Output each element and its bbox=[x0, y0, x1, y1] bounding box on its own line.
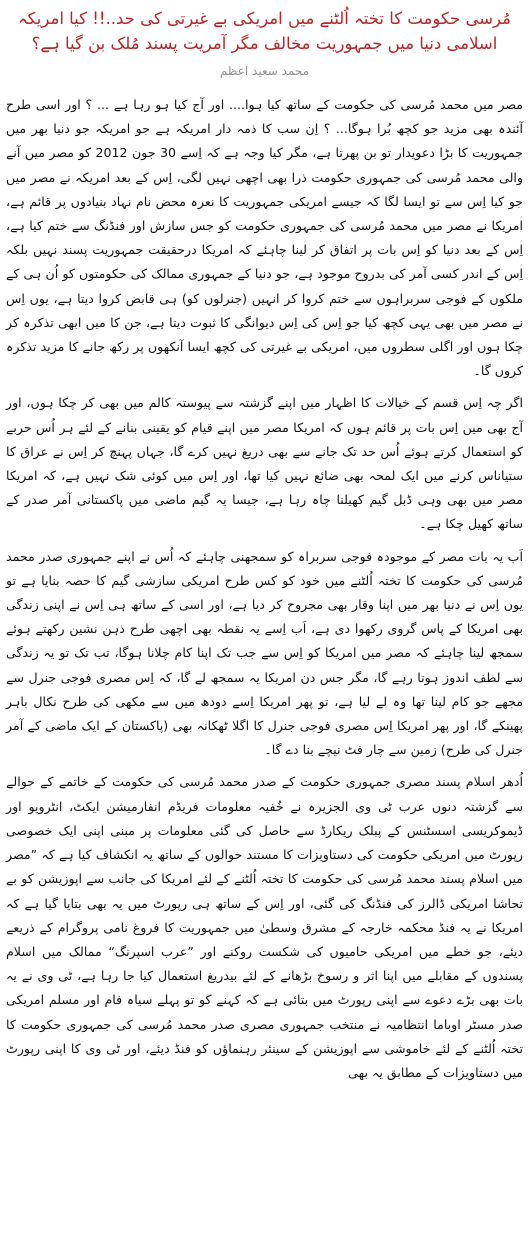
article-paragraph: اُدھر اسلام پسند مصری جمہوری حکومت کے صدر محمد مُرسی کی حکومت کے خاتمے کے حوالے سے گزشتہ دنوں عرب ٹی وی الجزیرہ نے خُفیہ معلومات فریڈم انفارمیشن ایکٹ، انٹرویو اور ڈیموکریسی اسسٹنس کے پبلک ریکارڈ سے حاصل کی گئی معلومات پر مبنی اپنی ایک خصوصی رپورٹ میں امریکی حکومت کی دستاویزات کا مستند حوالوں کے ساتھ یہ انکشاف کیا ہے کہ ”مصر میں اسلام پسند محمد مُرسی کی حکومت کا تختہ اُلٹنے کے لئے امریکا کی جانب سے اپوزیشن کو بے تحاشا امریکی ڈالرز کی فنڈنگ کی گئی، اور اِس کے ساتھ ہی رپورٹ میں یہ بھی بتایا گیا ہے کہ امریکا نے یہ فنڈ محکمہ خارجہ کے مشرق وسطیٰ میں جمہوریت کا فروغ نامی پروگرام کے ذریعے دیئے، جو خطے میں امریکی حامیوں کی شکست روکنے اور ”عرب اسپرنگ“ ممالک میں اسلام پسندوں کے مقابلے میں اپنا اثر و رسوخ بڑھانے کے لئے بیدریغ استعمال کیا جا رہا ہے، ٹی وی نے یہ بات بھی بڑے دعوے سے اپنی رپورٹ میں بتائی ہے کہ کہنے کو تو پہلے سیاہ فام اور مسلم امریکی صدر مسٹر اوباما انتظامیہ نے منتخب جمہوری مصری صدر محمد مُرسی کی جمہوری حکومت کا تختہ اُلٹنے کے لئے خاموشی سے اپوزیشن کے سینئر رہنماؤں کو فنڈ دیئے، اور ٹی وی کا اپنی رپورٹ میں دستاویزات کے مطابق یہ بھی bbox=[6, 774, 523, 1080]
article-author: محمد سعید اعظم bbox=[219, 64, 310, 78]
article-paragraph: اگر چہ اِس قسم کے خیالات کا اظہار میں اپنے گزشتہ سے پیوستہ کالم میں بھی کر چکا ہوں، اور آج بھی میں اِس بات پر قائم ہوں کہ امریکا مصر میں اپنے قیام کو یقینی بنانے کے لئے ہر اُس حربے کو استعمال کرتے ہوئے اُس حد تک جانے سے بھی دریغ نہیں کرے گا، جہاں پہنچ کر اِس نے عراق کا ستیاناس کرنے میں ایک لمحہ بھی ضائع نہیں کیا تھا، اور اِس میں کوئی شک نہیں ہے، کہ امریکا مصر میں بھی وہی ڈبل گیم کھیلنا چاہ رہا ہے، جیسا یہ گیم ماضی میں پاکستانی آمر صدر کے ساتھ کھیل چکا ہے۔ bbox=[6, 395, 523, 532]
article-body bbox=[6, 93, 523, 1093]
article-title: مُرسی حکومت کا تختہ اُلٹنے میں امریکی بے غیرتی کی حد..!! کیا امریکہ اسلامی دنیا میں جمہوریت مخالف مگر آمریت پسند مُلک بن گیا ہے؟ bbox=[18, 9, 511, 53]
article-paragraph: مصر میں محمد مُرسی کی حکومت کے ساتھ کیا ہوا.... اور آج کیا ہو رہا ہے ... ؟ اور اسی طرح آئندہ بھی مزید جو کچھ بُرا ہوگا... ؟ اِن سب کا ذمہ دار امریکہ ہے جو امریکہ جو دنیا بھر میں جمہوریت کا بڑا دعویدار تو بن پھرتا ہے، مگر کیا وجہ ہے کہ اِسے 30 جون 2012 کو مصر میں آنے والی محمد مُرسی کی جمہوری حکومت ذرا بھی اچھی نہیں لگی، اِس کے بعد امریکہ نے مصر میں جو کیا اِس سے تو ایسا لگا کہ جیسے امریکی جمہوریت کا نعرہ محض نام نہاد بنیادوں پر قائم ہے، امریکا نے مصر میں محمد مُرسی کی جمہوری حکومت کو جس سازش اور فنڈنگ سے ختم کیا ہے، اِس کے بعد دنیا کو اِس بات پر اتفاق کر لینا چاہئے کہ امریکا درحقیقت جمہوریت پسند نہیں بلکہ اِس کے اندر کسی آمر کی بدروح موجود ہے، جو دنیا کے جمہوری ممالک کی حکومتوں کو اُن ہی کے ملکوں کے فوجی سربراہوں سے ختم کروا کر انہیں (جنرلوں کو) ہی قابض کروا دیتا ہے، یوں اِس نے مصر میں بھی یہی کچھ کیا جو اِس کی اِس دیوانگی کا ثبوت دیتا ہے، جن کا میں ابھی تذکرہ کر چکا ہوں اور اگلی سطروں میں، امریکی بے غیرتی کی کچھ ایسا آنکھوں پر رکھ جانے کا مزید تذکرہ کروں گا۔ bbox=[6, 97, 523, 379]
article-paragraph: اَب یہ بات مصر کے موجودہ فوجی سربراہ کو سمجھنی چاہئے کہ اُس نے اپنے جمہوری صدر محمد مُرسی کی حکومت کا تختہ اُلٹنے میں خود کو کس طرح امریکی سازشی گیم کا حصہ بنایا ہے تو یوں اِس نے دنیا بھر میں اپنا وقار بھی مجروح کر دیا ہے، اور اسی کے ساتھ ہی اِس نے اپنی زندگی بھی امریکا کے پاس گروی رکھوا دی ہے، اَب اِسے یہ نقطہ بھی اچھی طرح ذہن نشین رکھتے ہوئے سمجھ لینا چاہئے کہ مصر میں امریکا کو اِس سے جب تک اپنا کام چلانا ہوگا، تب تک تو یہ زندگی سے لطف اندوز ہوتا رہے گا، مگر جس دن امریکا یہ سمجھ لے گا، کہ اِس مصری فوجی جنرل سے مجھے جو کام لینا تھا وہ لے لیا ہے، تو پھر امریکا اِسے دودھ میں سے مکھی کی طرح نکال باہر پھینکے گا، اور پھر امریکا اِس مصری فوجی جنرل کا اگلا ٹھکانہ بھی (پاکستان کے ایک ماضی کے آمر جنرل کی طرح) زمین سے چار فٹ نیچے بنا دے گا۔ bbox=[6, 548, 523, 758]
